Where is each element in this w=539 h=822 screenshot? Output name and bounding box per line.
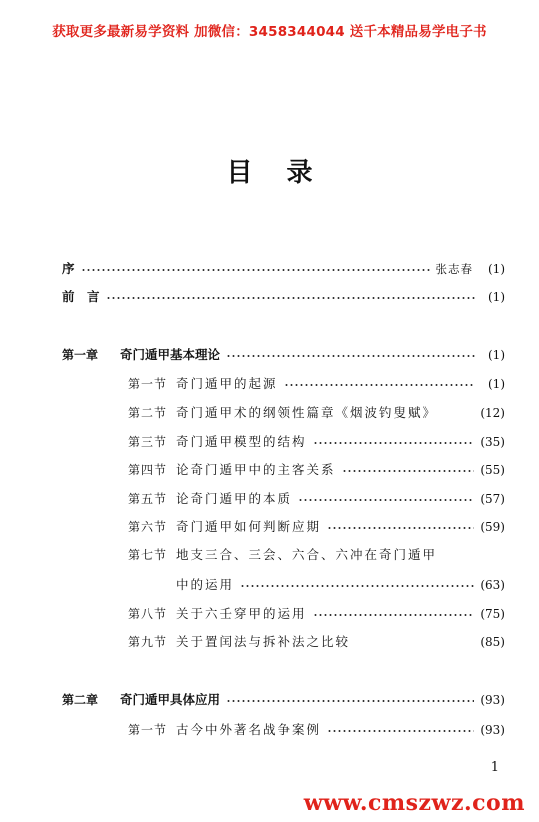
toc-section-label: 地支三合、三会、六合、六冲在奇门遁甲 (176, 547, 438, 562)
toc-entry-foreword[interactable] (62, 287, 505, 305)
toc-section-label: 奇门遁甲模型的结构 (176, 434, 307, 449)
toc-section-1-3[interactable] (128, 432, 505, 450)
toc-section-1-1[interactable] (128, 374, 505, 392)
toc-section-number: 第一节 (128, 377, 168, 391)
toc-section-1-7[interactable] (128, 545, 505, 563)
toc-leader-dots (313, 614, 475, 616)
toc-entry-page: (1) (488, 377, 505, 391)
toc-section-1-2[interactable] (128, 403, 505, 421)
toc-chapter-number: 第二章 (62, 693, 99, 707)
toc-entry-page: (85) (480, 635, 505, 649)
toc-section-number: 第七节 (128, 548, 168, 562)
toc-section-label: 奇门遁甲术的纲领性篇章《烟波钓叟赋》 (176, 405, 438, 420)
page-number: 1 (490, 760, 499, 775)
toc-leader-dots (240, 585, 474, 587)
toc-leader-dots (327, 730, 474, 732)
toc-section-number: 第一节 (128, 723, 168, 737)
toc-section-number: 第四节 (128, 463, 168, 477)
toc-section-label: 关于六壬穿甲的运用 (176, 606, 307, 621)
toc-section-number: 第九节 (128, 635, 168, 649)
toc-chapter-label: 奇门遁甲基本理论 (120, 347, 221, 362)
toc-section-label: 奇门遁甲如何判断应期 (176, 519, 322, 534)
toc-chapter-number: 第一章 (62, 348, 99, 362)
toc-leader-dots (313, 442, 475, 444)
toc-section-number: 第六节 (128, 520, 168, 534)
toc-leader-dots (226, 700, 474, 702)
toc-entry-label: 前 言 (62, 289, 100, 304)
toc-section-label: 论奇门遁甲中的主客关系 (176, 462, 336, 477)
toc-entry-page: (63) (480, 578, 505, 592)
toc-entry-page: (75) (480, 607, 505, 621)
toc-entry-label: 序 (62, 261, 75, 276)
toc-entry-page: (93) (480, 723, 505, 737)
toc-leader-dots (106, 297, 475, 299)
toc-section-1-8[interactable] (128, 604, 505, 622)
toc-section-label: 奇门遁甲的起源 (176, 376, 278, 391)
toc-leader-dots (298, 499, 474, 501)
toc-section-label: 论奇门遁甲的本质 (176, 491, 293, 506)
toc-entry-page: (1) (488, 262, 505, 276)
toc-leader-dots (284, 384, 475, 386)
toc-leader-dots (327, 527, 474, 529)
toc-section-label: 古今中外著名战争案例 (176, 722, 322, 737)
toc-leader-dots (226, 355, 475, 357)
toc-chapter-1[interactable] (62, 345, 505, 363)
toc-entry-page: (12) (480, 406, 505, 420)
toc-chapter-label: 奇门遁甲具体应用 (120, 692, 221, 707)
toc-entry-page: (1) (488, 348, 505, 362)
page-title: 目录 (226, 158, 347, 188)
toc-section-1-7-continued[interactable] (176, 575, 505, 593)
watermark-url: www.cmszwz.com (303, 790, 525, 816)
toc-leader-dots (81, 269, 430, 271)
toc-section-1-4[interactable] (128, 460, 505, 478)
toc-section-1-6[interactable] (128, 517, 505, 535)
toc-section-number: 第二节 (128, 406, 168, 420)
toc-leader-dots (342, 470, 475, 472)
toc-chapter-2[interactable] (62, 690, 505, 708)
toc-entry-page: (55) (480, 463, 505, 477)
promo-banner: 获取更多最新易学资料 加微信：3458344044 送千本精品易学电子书 (52, 24, 487, 40)
toc-section-label-continued: 中的运用 (176, 577, 235, 592)
toc-section-number: 第八节 (128, 607, 168, 621)
toc-entry-page: (57) (480, 492, 505, 506)
toc-entry-page: (93) (480, 693, 505, 707)
toc-entry-page: (59) (480, 520, 505, 534)
toc-entry-author: 张志春 (435, 262, 473, 276)
toc-section-1-5[interactable] (128, 489, 505, 507)
toc-section-number: 第三节 (128, 435, 168, 449)
toc-section-label: 关于置闰法与拆补法之比较 (176, 634, 351, 649)
toc-entry-page: (1) (488, 290, 505, 304)
toc-section-1-9[interactable] (128, 632, 505, 650)
toc-entry-preface[interactable] (62, 259, 505, 277)
toc-section-number: 第五节 (128, 492, 168, 506)
toc-entry-page: (35) (480, 435, 505, 449)
toc-section-2-1[interactable] (128, 720, 505, 738)
